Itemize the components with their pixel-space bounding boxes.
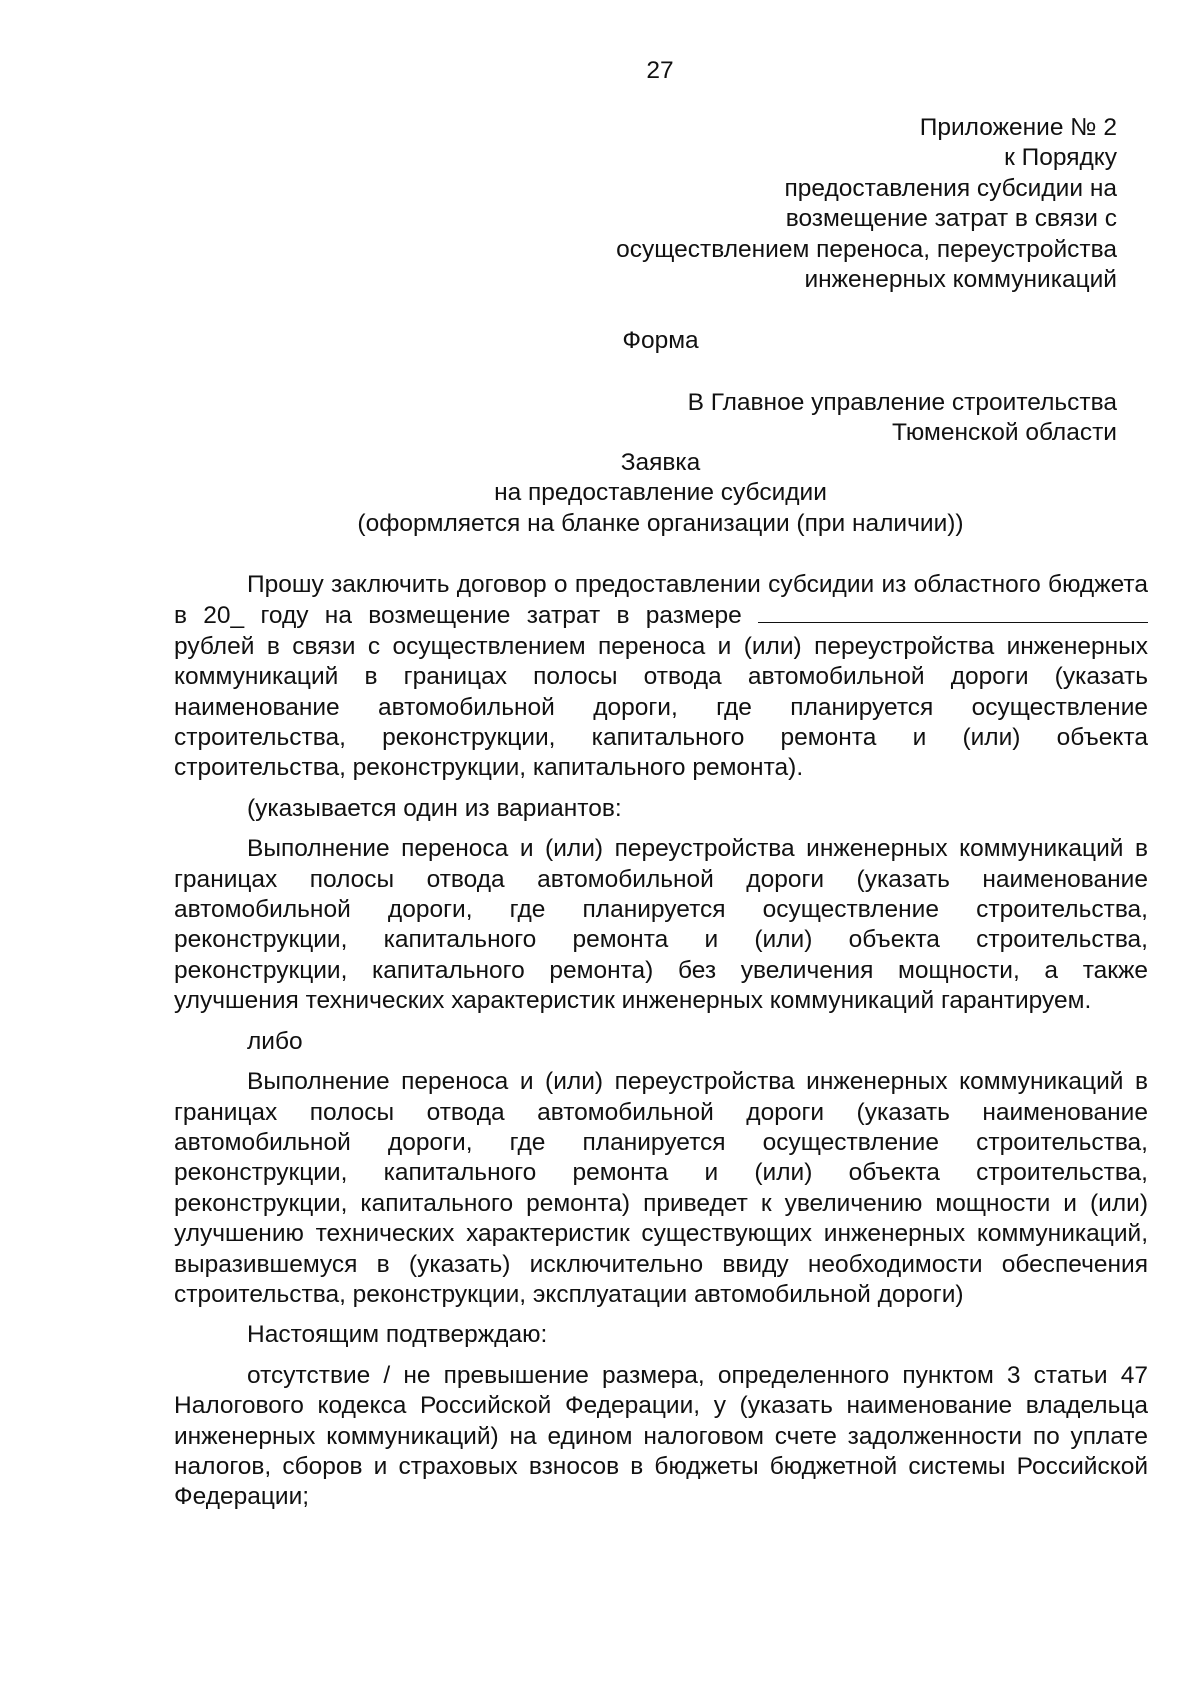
document-body: [174, 570, 1148, 1513]
appendix-line: осуществлением переноса, переустройства: [616, 235, 1117, 263]
request-text-end: рублей в связи с осуществлением переноса и (или) переустройства инженерных коммуникаций в границах полосы отвода автомобильной дороги (указать наименование автомобильной дороги, где планируется осуществление строительства, реконструкции, капитального ремонта и (или) объекта строительства, реконструкции, капитального ремонта).: [174, 632, 1148, 782]
appendix-line: инженерных коммуникаций: [804, 266, 1117, 294]
appendix-line: Приложение № 2: [919, 114, 1117, 141]
title-line-3: (оформляется на бланке организации (при наличии)): [357, 509, 964, 537]
form-label: Форма: [622, 327, 699, 354]
addressee-line: В Главное управление строительства: [687, 389, 1117, 416]
appendix-line: к Порядку: [1004, 144, 1117, 172]
addressee: [517, 388, 1117, 449]
appendix-line: возмещение затрат в связи с: [785, 205, 1117, 233]
paragraph-request: [174, 570, 1148, 784]
request-text-start: Прошу заключить договор о предоставлении субсидии из областного бюджета в 20_ году на возмещение затрат в размере: [174, 571, 1148, 630]
title-line-2: на предоставление субсидии: [494, 479, 827, 507]
appendix-header: [517, 113, 1117, 295]
paragraph-variants-note: (указывается один из вариантов:: [247, 794, 622, 822]
paragraph-or: либо: [247, 1027, 303, 1055]
appendix-line: предоставления субсидии на: [784, 174, 1117, 202]
addressee-line: Тюменской области: [892, 419, 1117, 447]
paragraph-variant-1: Выполнение переноса и (или) переустройства инженерных коммуникаций в границах полосы отвода автомобильной дороги (указать наименование автомобильной дороги, где планируется осуществление строительства, реконструкции, капитального ремонта и (или) объекта строительства, реконструкции, капитального ремонта) без увеличения мощности, а также улучшения технических характеристик инженерных коммуникаций гарантируем.: [174, 835, 1148, 1015]
title-line-1: Заявка: [620, 449, 701, 476]
paragraph-confirm-heading: Настоящим подтверждаю:: [247, 1321, 548, 1349]
paragraph-confirm-tax: отсутствие / не превышение размера, определенного пунктом 3 статьи 47 Налогового кодекса Российской Федерации, у (указать наименование владельца инженерных коммуникаций) на едином налоговом счете задолженности по уплате налогов, сборов и страховых взносов в бюджеты бюджетной системы Российской Федерации;: [174, 1361, 1148, 1511]
amount-blank-line: [758, 600, 1148, 623]
document-title: [0, 448, 1200, 539]
paragraph-variant-2: Выполнение переноса и (или) переустройства инженерных коммуникаций в границах полосы отвода автомобильной дороги (указать наименование автомобильной дороги, где планируется осуществление строительства, реконструкции, капитального ремонта и (или) объекта строительства, реконструкции, капитального ремонта) приведет к увеличению мощности и (или) улучшению технических характеристик существующих инженерных коммуникаций, выразившемуся в (указать) исключительно ввиду необходимости обеспечения строительства, реконструкции, эксплуатации автомобильной дороги): [174, 1068, 1148, 1308]
page-number: 27: [646, 57, 674, 84]
